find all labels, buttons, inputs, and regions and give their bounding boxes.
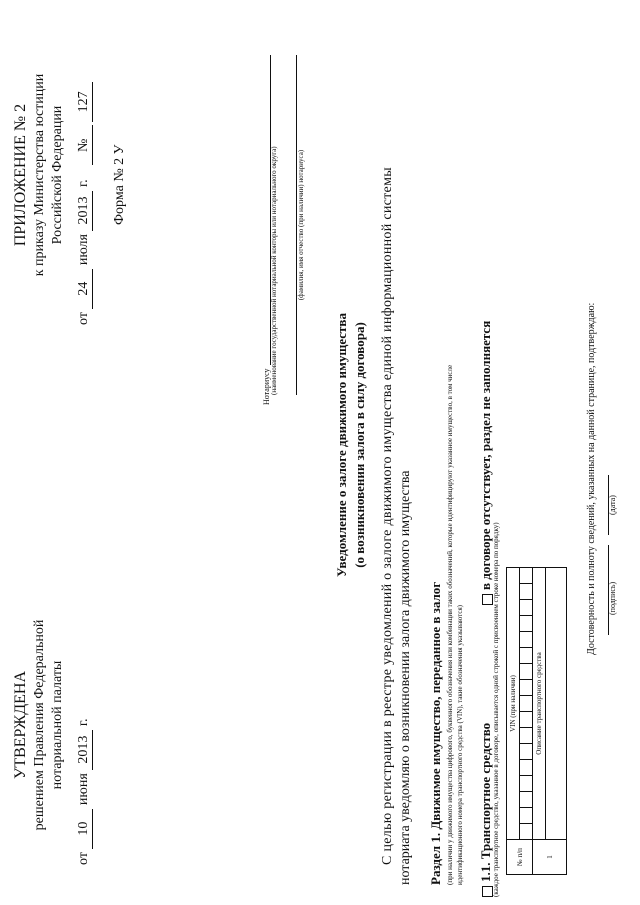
- section1-note: (при наличии у движимого имущества цифрового, буквенного обозначения или комбинации таких обозначений, которые идентифицируют указанное имущество, в том числе: [446, 364, 454, 885]
- approved-authority: решением Правления Федеральной: [32, 619, 47, 831]
- vin-cells[interactable]: [520, 568, 533, 875]
- approved-title: УТВЕРЖДЕНА: [12, 671, 29, 780]
- appendix-num-label: №: [76, 125, 93, 165]
- appendix-order-cont: Российской Федерации: [50, 105, 65, 245]
- description-cell[interactable]: [546, 568, 567, 840]
- appendix-year: 2013: [76, 191, 93, 231]
- intro-text-cont: нотариата уведомляю о возникновении залога движимого имущества: [398, 470, 413, 885]
- vin-char-cell[interactable]: [520, 616, 533, 632]
- appendix-month: июля: [76, 234, 91, 266]
- notary-office-caption: (наименование государственной нотариальной конторы или нотариального округа): [270, 146, 278, 395]
- vin-char-cell[interactable]: [520, 728, 533, 744]
- notary-label: Нотариусу: [262, 368, 271, 405]
- form-number: Форма № 2 У: [112, 144, 127, 225]
- intro-text: С целью регистрации в реестре уведомлений о залоге движимого имущества единой информационной системы: [380, 167, 395, 865]
- vin-char-cell[interactable]: [520, 712, 533, 728]
- notary-name-caption: (фамилия, имя отчество (при наличии) нотариуса): [297, 149, 305, 301]
- section1-note-cont: идентификационного номера транспортного средства (VIN), такие обозначения указываются): [456, 605, 464, 885]
- appendix-order: к приказу Министерства юстиции: [32, 73, 47, 277]
- vehicle-checkbox[interactable]: [482, 886, 493, 897]
- subsection-vehicle: 1.1. Транспортное средство: [478, 723, 494, 897]
- vehicle-absent-option: в договоре отсутствует, раздел не заполняется: [478, 321, 494, 605]
- vehicle-absent-checkbox[interactable]: [482, 594, 493, 605]
- vin-char-cell[interactable]: [520, 776, 533, 792]
- vehicle-note: (каждое транспортное средство, указанное в договоре, описывается одной строкой с присвоением строке номера по порядку): [492, 522, 500, 897]
- vin-header: VIN (при наличии): [507, 568, 520, 840]
- vin-char-cell[interactable]: [520, 584, 533, 600]
- confirmation-text: Достоверность и полноту сведений, указанных на данной странице, подтверждаю:: [586, 302, 597, 655]
- row-number-header: № п/п: [507, 840, 533, 875]
- vin-char-cell[interactable]: [520, 696, 533, 712]
- approved-year: 2013: [76, 730, 93, 770]
- document-subtitle: (о возникновении залога в силу договора): [352, 322, 367, 568]
- appendix-number: 127: [76, 82, 93, 122]
- vin-char-cell[interactable]: [520, 648, 533, 664]
- section1-title: Раздел 1. Движимое имущество, переданное в залог: [428, 581, 443, 885]
- row-number-cell: 1: [533, 840, 567, 875]
- approved-month: июня: [76, 773, 91, 806]
- vin-char-cell[interactable]: [520, 744, 533, 760]
- vin-char-cell[interactable]: [520, 760, 533, 776]
- approved-date: от 10 июня 2013 г.: [76, 718, 91, 865]
- approved-authority-cont: нотариальной палаты: [50, 660, 65, 790]
- vin-char-cell[interactable]: [520, 632, 533, 648]
- vehicle-table: [506, 567, 567, 875]
- appendix-title: ПРИЛОЖЕНИЕ № 2: [12, 103, 29, 247]
- appendix-date: от 24 июля 2013 г. № 127: [76, 82, 93, 325]
- document-title: Уведомление о залоге движимого имущества: [334, 313, 349, 577]
- appendix-day: 24: [76, 269, 93, 309]
- vin-char-cell[interactable]: [520, 600, 533, 616]
- vin-char-cell[interactable]: [520, 568, 533, 584]
- signature-caption: (подпись): [608, 581, 617, 615]
- vin-char-cell[interactable]: [520, 824, 533, 840]
- date-caption: (дата): [608, 495, 617, 515]
- approved-day: 10: [76, 809, 93, 849]
- vin-char-cell[interactable]: [520, 792, 533, 808]
- vin-char-cell[interactable]: [520, 664, 533, 680]
- description-header: Описание транспортного средства: [533, 568, 546, 840]
- vin-char-cell[interactable]: [520, 808, 533, 824]
- vin-char-cell[interactable]: [520, 680, 533, 696]
